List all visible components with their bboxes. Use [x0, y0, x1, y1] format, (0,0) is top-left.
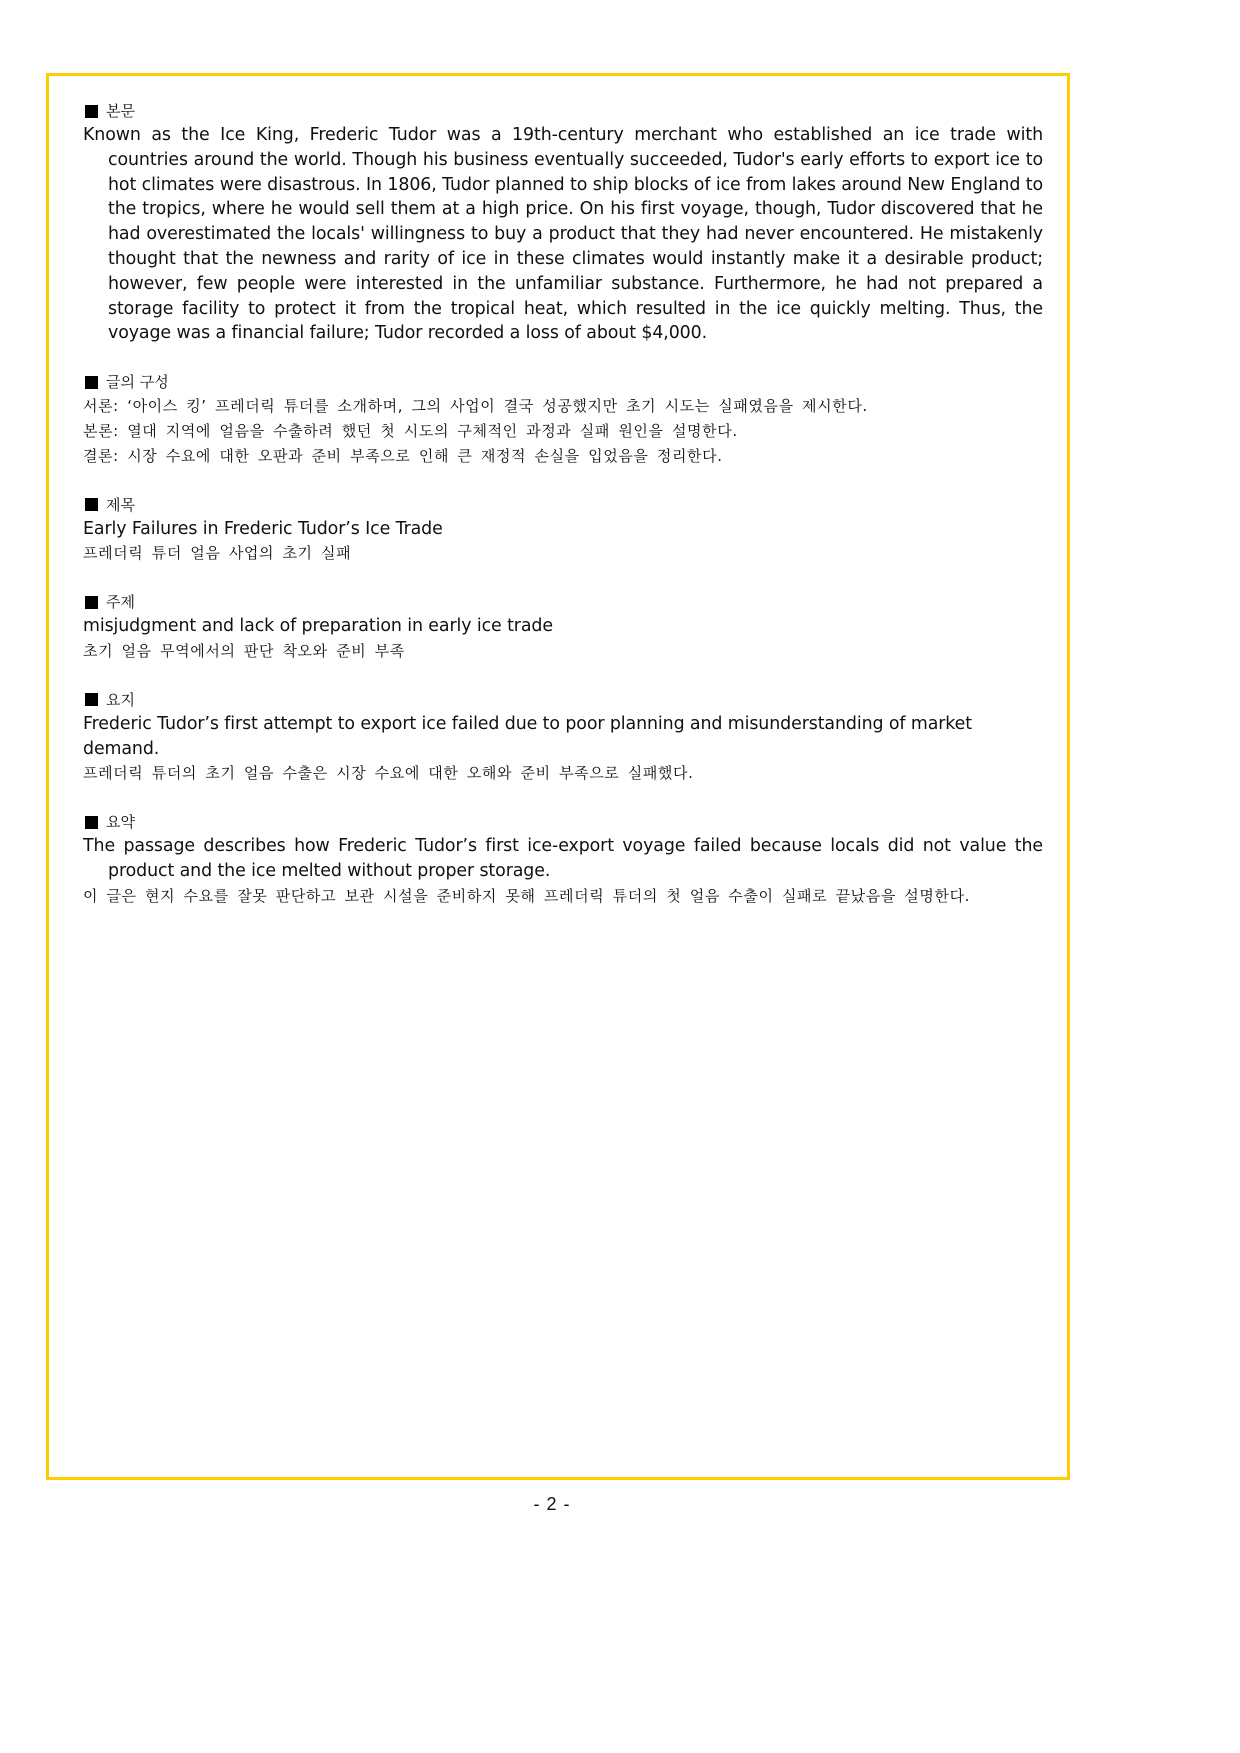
section-heading — [83, 493, 1043, 517]
section-heading — [83, 99, 1043, 123]
heading-label: 요지 — [106, 690, 135, 709]
structure-intro: 서론: ‘아이스 킹’ 프레더릭 튜더를 소개하며, 그의 사업이 결국 성공했지만 초기 시도는 실패였음을 제시한다. — [83, 397, 868, 416]
title-korean: 프레더릭 튜더 얼음 사업의 초기 실패 — [83, 544, 352, 563]
square-bullet-icon — [85, 498, 98, 511]
structure-body: 본론: 열대 지역에 얼음을 수출하려 했던 첫 시도의 구체적인 과정과 실패 원인을 설명한다. — [83, 421, 738, 440]
square-bullet-icon — [85, 105, 98, 118]
square-bullet-icon — [85, 693, 98, 706]
square-bullet-icon — [85, 596, 98, 609]
topic-korean: 초기 얼음 무역에서의 판단 착오와 준비 부족 — [83, 641, 405, 660]
topic-english: misjudgment and lack of preparation in early ice trade — [83, 616, 553, 637]
square-bullet-icon — [85, 816, 98, 829]
document-content — [83, 99, 1043, 933]
section-gist — [83, 688, 1043, 786]
section-topic — [83, 590, 1043, 664]
section-heading — [83, 688, 1043, 712]
square-bullet-icon — [85, 376, 98, 389]
section-heading — [83, 810, 1043, 834]
structure-conclusion: 결론: 시장 수요에 대한 오판과 준비 부족으로 인해 큰 재정적 손실을 입었음을 정리한다. — [83, 446, 723, 465]
section-heading — [83, 590, 1043, 614]
section-structure — [83, 370, 1043, 468]
heading-label: 주제 — [106, 593, 135, 612]
heading-label: 요약 — [106, 813, 135, 832]
passage-text: Known as the Ice King, Frederic Tudor was a 19th-century merchant who established an ice trade with countries around the world. Though his business eventually succeeded, Tudor's early efforts to export ice to hot climates were disastrous. In 1806, Tudor planned to ship blocks of ice from lakes around New England to the tropics, where he would sell them at a high price. On his first voyage, though, Tudor discovered that he had overestimated the locals' willingness to buy a product that they had never encountered. He mistakenly thought that the newness and rarity of ice in these climates would instantly make it a desirable product; however, few people were interested in the unfamiliar substance. Furthermore, he had not prepared a storage facility to protect it from the tropical heat, which resulted in the ice quickly melting. Thus, the voyage was a financial failure; Tudor recorded a loss of about $4,000. — [83, 125, 1043, 344]
page-number: - 2 - — [533, 1494, 571, 1514]
heading-label: 본문 — [106, 102, 135, 120]
section-heading — [83, 370, 1043, 394]
gist-english: Frederic Tudor’s first attempt to export ice failed due to poor planning and misunderstanding of market demand. — [83, 713, 972, 759]
heading-label: 제목 — [106, 495, 135, 514]
title-english: Early Failures in Frederic Tudor’s Ice Trade — [83, 518, 443, 539]
section-body — [83, 99, 1043, 346]
heading-label: 글의 구성 — [106, 373, 169, 392]
section-title — [83, 493, 1043, 567]
summary-english: The passage describes how Frederic Tudor’s first ice-export voyage failed because locals did not value the product and the ice melted without proper storage. — [83, 836, 1043, 881]
summary-korean: 이 글은 현지 수요를 잘못 판단하고 보관 시설을 준비하지 못해 프레더릭 튜더의 첫 얼음 수출이 실패로 끝났음을 설명한다. — [83, 886, 971, 905]
gist-korean: 프레더릭 튜더의 초기 얼음 수출은 시장 수요에 대한 오해와 준비 부족으로 실패했다. — [83, 764, 694, 783]
section-summary — [83, 810, 1043, 908]
